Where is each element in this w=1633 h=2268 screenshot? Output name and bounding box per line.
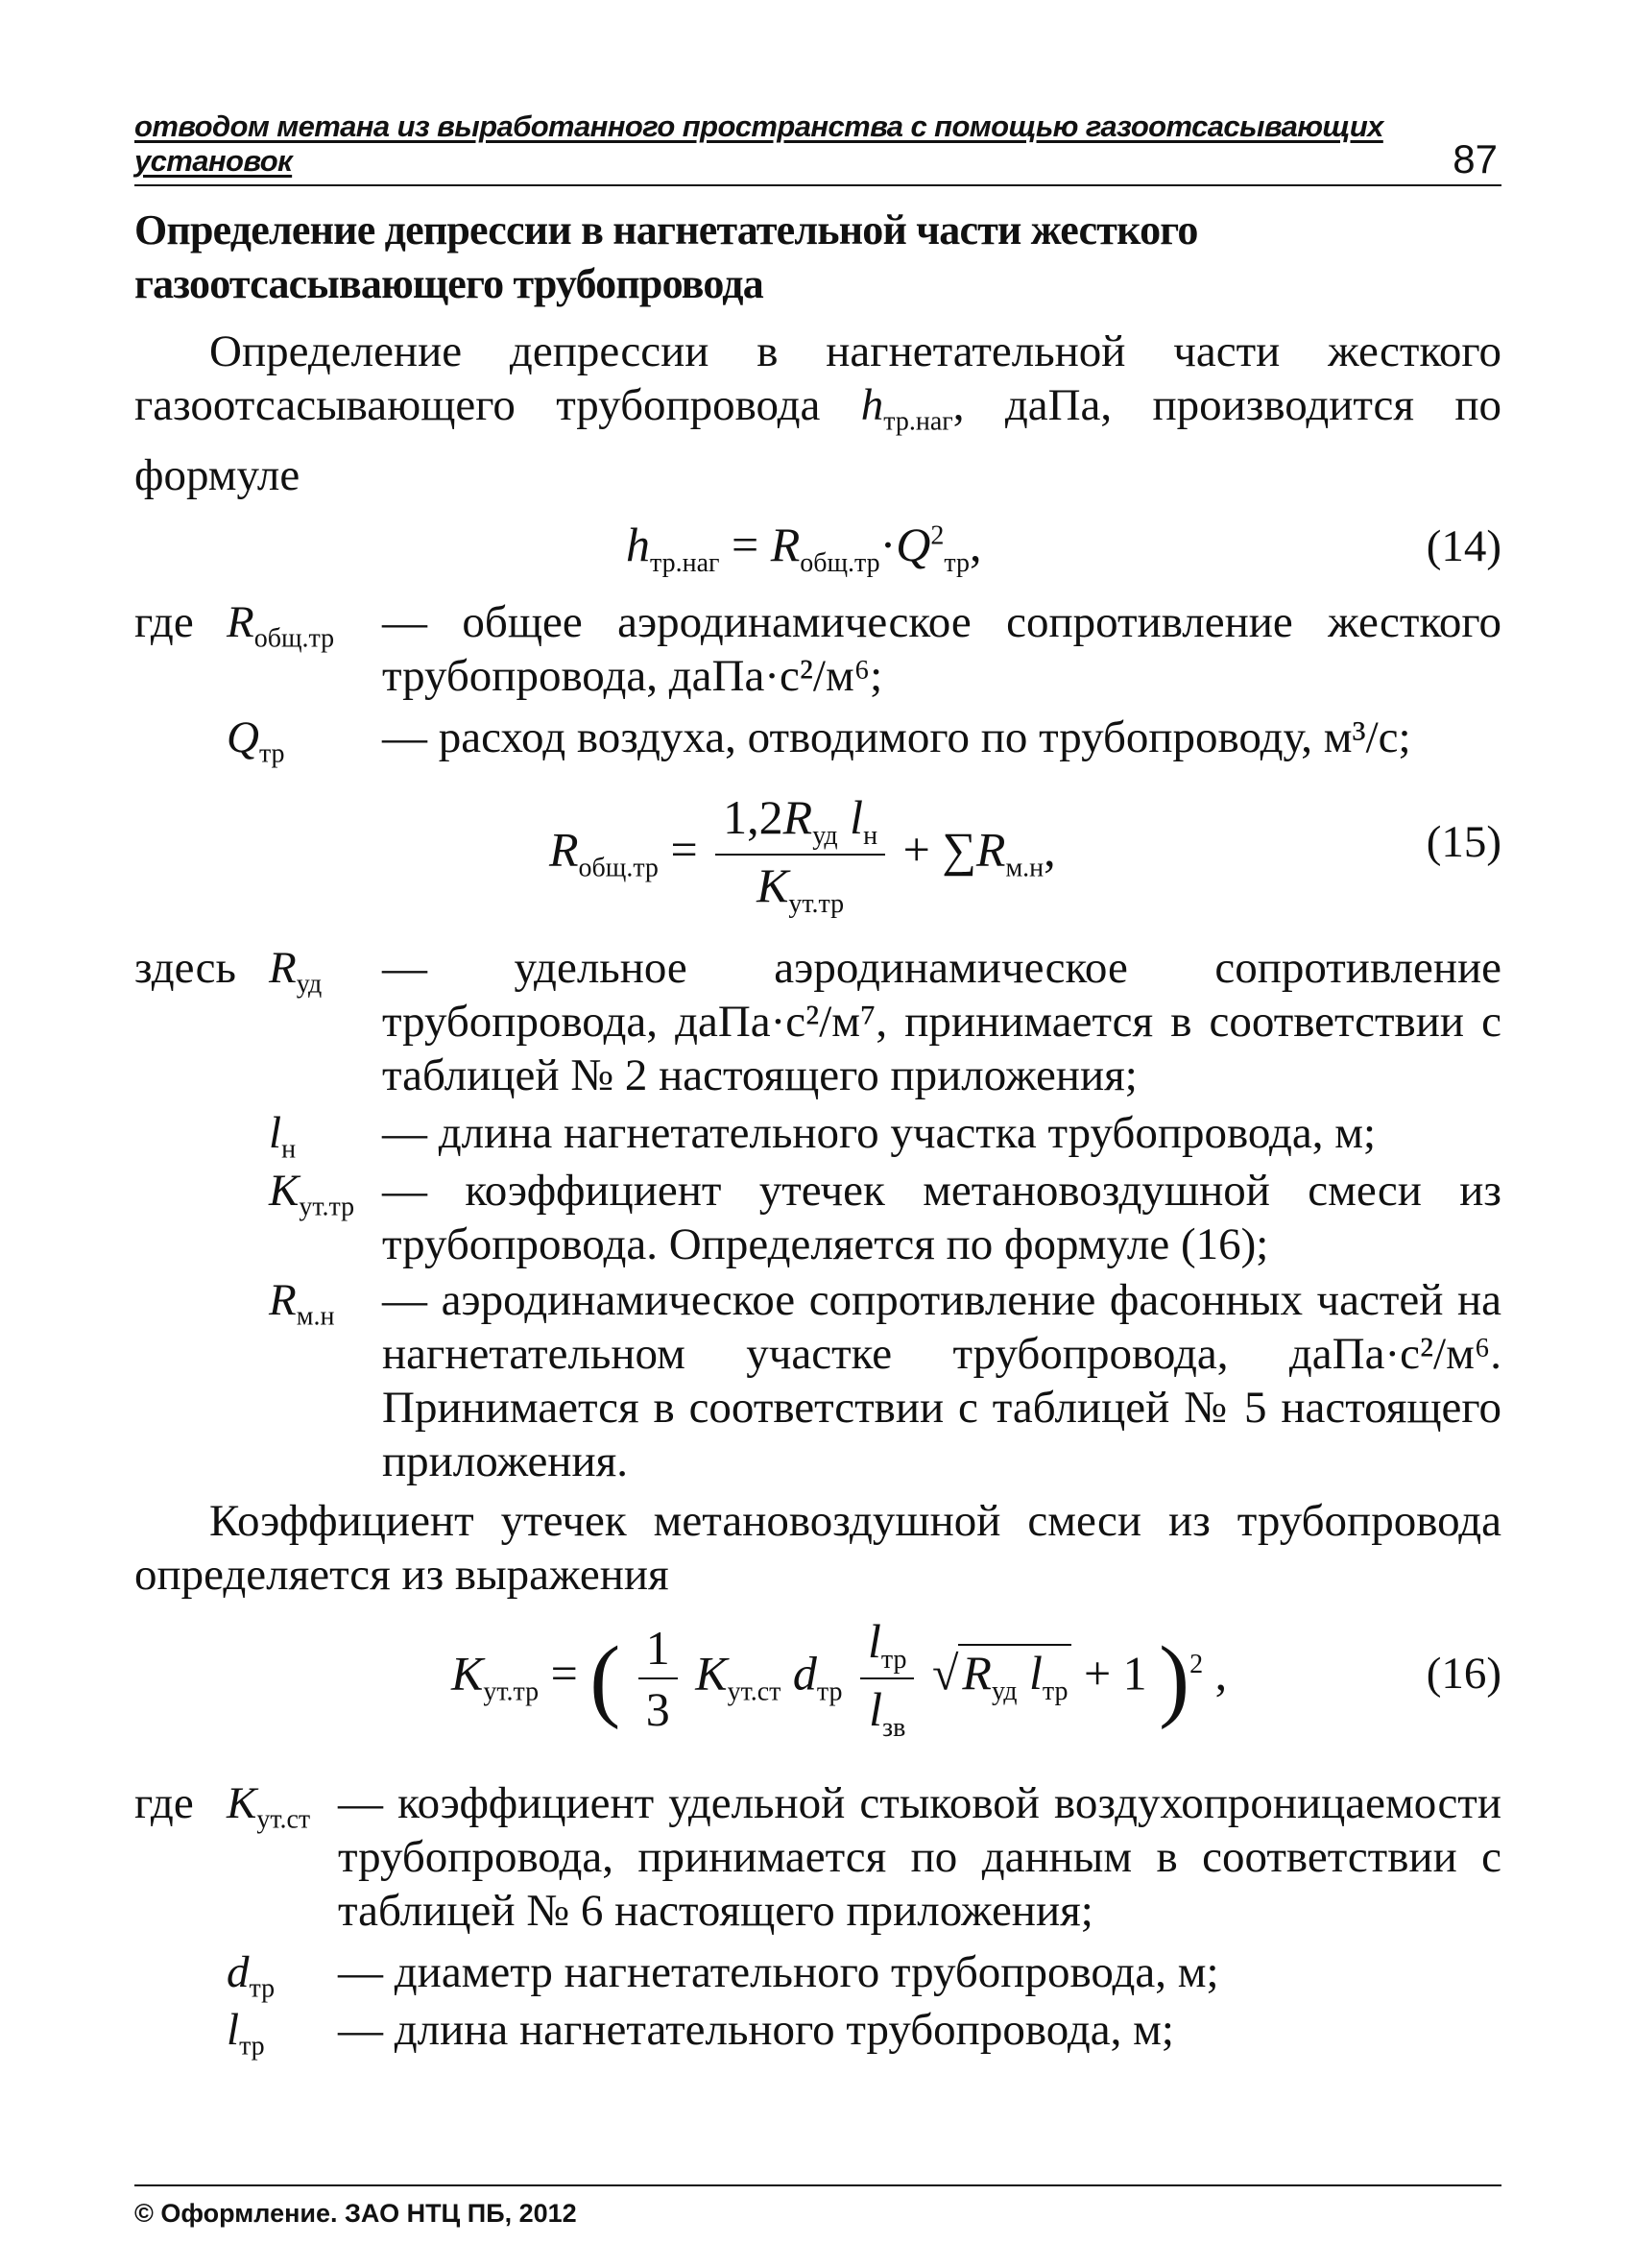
footer-rule: [134, 2184, 1501, 2186]
f15-lhs: R: [549, 822, 579, 877]
definition-row: [134, 711, 1501, 769]
intro-text-before: Определение депрессии в нагнетательной части жесткого газоотсасывающего трубопровода: [134, 326, 1501, 430]
equation-number-14: (14): [1426, 521, 1501, 571]
definition-text: — общее аэродинамическое сопротивление жесткого трубопровода, даПа·с²/м⁶;: [382, 597, 1501, 701]
definition-symbol: $R_{м.н}$: [269, 1275, 335, 1332]
definition-row: [134, 1945, 1501, 2004]
definition-row: [134, 1106, 1501, 1165]
definition-row: [134, 941, 1501, 1102]
definition-lead: где: [134, 597, 194, 647]
f14-q-sup: 2: [930, 520, 945, 551]
intro-symbol-sub: тр.наг: [883, 406, 953, 437]
f16-lhs: K: [451, 1646, 484, 1701]
definition-text: — аэродинамическое сопротивление фасонных частей на нагнетательном участке трубопровода, даПа·с²/м⁶. Принимается в соответствии с таблицей № 5 настоящего приложения.: [382, 1275, 1501, 1486]
f14-q: Q: [896, 518, 931, 571]
f14-r-sub: общ.тр: [800, 548, 880, 578]
footer-copyright: © Оформление. ЗАО НТЦ ПБ, 2012: [134, 2199, 577, 2228]
definition-symbol: $l_н$: [269, 1108, 297, 1165]
f15-lhs-sub: общ.тр: [578, 853, 659, 883]
equation-number-16: (16): [1426, 1649, 1501, 1699]
definition-lead: здесь: [134, 943, 236, 993]
running-title: отводом метана из выработанного пространства с помощью газоотсасывающих установок: [134, 109, 1383, 178]
intro-paragraph: [134, 325, 1501, 502]
f16-lhs-sub: ут.тр: [483, 1677, 540, 1707]
definition-text: — диаметр нагнетательного трубопровода, м;: [338, 1947, 1219, 1997]
f14-q-sub: тр: [944, 548, 970, 578]
f14-r: R: [770, 518, 801, 571]
intro-symbol: h: [860, 380, 884, 430]
definition-symbol: $K_{ут.тр}$: [269, 1166, 355, 1222]
f15-sum-r-sub: м.н: [1005, 853, 1045, 883]
definition-text: — расход воздуха, отводимого по трубопроводу, м³/с;: [382, 712, 1411, 762]
formula-14: $h_{тр.наг} = R_{общ.тр}\cdot Q^2_{тр}$,: [626, 518, 982, 578]
definition-symbol: $l_{тр}$: [227, 2005, 265, 2062]
definition-row: [134, 595, 1501, 703]
f14-lhs-sub: тр.наг: [650, 548, 720, 578]
formula-15: $R_{общ.тр}$ = $\frac{1,2R_{уд} l_н}{K_{ут.тр}}$ + $\sum R_{м.н}$,: [549, 790, 1056, 919]
leakage-paragraph: Коэффициент утечек метановоздушной смеси из трубопровода определяется из выражения: [134, 1496, 1501, 1600]
definition-symbol: $Q_{тр}$: [227, 712, 285, 769]
formula-16: $K_{ут.тр}$ = ( $\frac{1}{3}$ $K_{ут.ст}$ $d_{тр}$ $\frac{l_{тр}}{l_{зв}}$ $√R_{уд}$ $l_{тр} + 1$ )$^2$ ,: [451, 1614, 1228, 1743]
definition-lead: где: [134, 1778, 194, 1828]
f15-fraction: $\frac{1,2R_{уд} l_н}{K_{ут.тр}}$: [715, 789, 885, 920]
f16-one-third: $\frac{1}{3}$: [638, 1620, 678, 1737]
f14-lhs: h: [626, 518, 650, 571]
definition-text: — коэффициент утечек метановоздушной смеси из трубопровода. Определяется по формуле (16);: [382, 1166, 1501, 1269]
definition-row: [134, 2003, 1501, 2062]
intro-text-after: , даПа, производится по формуле: [134, 380, 1501, 501]
definition-symbol: $R_{уд}$: [269, 943, 323, 1000]
definition-text: — удельное аэродинамическое сопротивление трубопровода, даПа·с²/м⁷, принимается в соответствии с таблицей № 2 настоящего приложения;: [382, 943, 1501, 1100]
equation-number-15: (15): [1426, 817, 1501, 867]
definition-text: — коэффициент удельной стыковой воздухопроницаемости трубопровода, принимается по данным в соответствии с таблицей № 6 настоящего приложения;: [338, 1778, 1501, 1936]
running-header: [134, 109, 1501, 186]
f16-length-ratio: $\frac{l_{тр}}{l_{зв}}$: [860, 1613, 914, 1744]
definition-text: — длина нагнетательного трубопровода, м;: [338, 2005, 1174, 2055]
definition-row: [134, 1164, 1501, 1271]
definition-symbol: $R_{общ.тр}$: [227, 597, 335, 654]
f15-sum-r: R: [975, 822, 1006, 877]
definition-text: — длина нагнетательного участка трубопровода, м;: [382, 1108, 1377, 1158]
page-number: 87: [1453, 136, 1498, 181]
section-heading: Определение депрессии в нагнетательной части жесткого газоотсасывающего трубопровода: [134, 206, 1198, 307]
definition-symbol: $K_{ут.ст}$: [227, 1778, 311, 1835]
definition-symbol: $d_{тр}$: [227, 1947, 276, 2004]
definition-row: [134, 1273, 1501, 1488]
definition-row: [134, 1776, 1501, 1938]
